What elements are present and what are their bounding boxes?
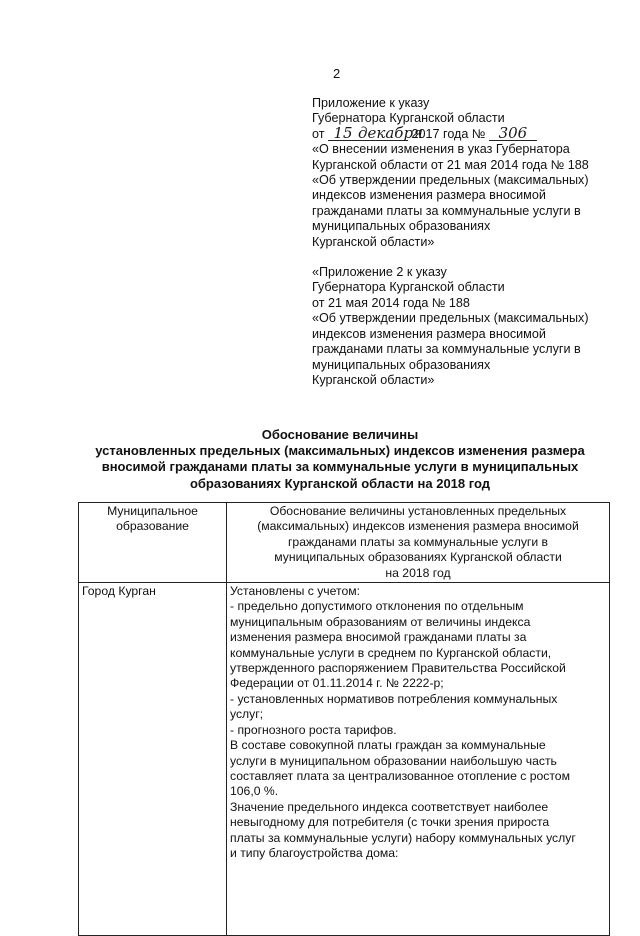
- header-text: гражданами платы за коммунальные услуги в: [287, 534, 549, 549]
- page-number: 2: [333, 66, 341, 81]
- municipality-name: Город Курган: [82, 584, 156, 599]
- justification-line: и типу благоустройства дома:: [230, 845, 399, 860]
- appendix-line: индексов изменения размера вносимой: [312, 188, 546, 203]
- appendix-line: Курганской области от 21 мая 2014 года № 188: [312, 157, 589, 172]
- header-text: муниципальных образованиях Курганской области: [274, 550, 562, 565]
- header-text: Обоснование величины установленных предельных: [269, 504, 567, 518]
- appendix2-line: «Приложение 2 к указу: [312, 265, 447, 280]
- handwritten-decree-number: 306: [489, 127, 537, 141]
- header-text: Муниципальное: [107, 504, 198, 518]
- justification-line: изменения размера вносимой гражданами платы за: [230, 630, 527, 645]
- handwritten-date-day: 15: [328, 127, 358, 141]
- header-municipality: [79, 503, 227, 583]
- justification-line: услуги в муниципальном образовании наибольшую часть: [230, 753, 557, 768]
- justification-line: составляет плата за централизованное отопление с ростом: [230, 768, 570, 783]
- justification-line: Значение предельного индекса соответствует наиболее: [230, 799, 549, 814]
- title-line: вносимой гражданами платы за коммунальные услуги в муниципальных: [101, 459, 579, 475]
- justification-table: [78, 502, 610, 936]
- appendix2-line: индексов изменения размера вносимой: [312, 326, 546, 341]
- appendix2-line: Курганской области»: [312, 372, 435, 387]
- header-text: на 2018 год: [385, 565, 451, 580]
- justification-line: муниципальным образованиям от величины индекса: [230, 614, 531, 629]
- header-justification: [227, 503, 610, 583]
- justification-line: В составе совокупной платы граждан за коммунальные: [230, 738, 546, 753]
- date-year: 2017 года №: [411, 126, 486, 141]
- appendix-line: гражданами платы за коммунальные услуги в: [312, 203, 581, 218]
- header-text: (максимальных) индексов изменения размера вносимой: [257, 519, 579, 534]
- appendix2-line: от 21 мая 2014 года № 188: [312, 295, 470, 310]
- table-header-row: [79, 503, 610, 583]
- document-title: [50, 427, 630, 492]
- justification-line: - предельно допустимого отклонения по отдельным: [230, 599, 524, 614]
- appendix2-line: «Об утверждении предельных (максимальных): [312, 311, 589, 326]
- justification-cell: [227, 583, 610, 936]
- justification-line: услуг;: [230, 707, 264, 722]
- appendix-line: Приложение к указу: [312, 96, 430, 110]
- justification-line: коммунальные услуги в среднем по Курганской области,: [230, 645, 552, 660]
- appendix-line: Губернатора Курганской области: [312, 111, 505, 126]
- title-line: Обоснование величины: [261, 427, 419, 442]
- appendix-header: [312, 96, 632, 388]
- appendix2-line: гражданами платы за коммунальные услуги в: [312, 342, 581, 357]
- appendix-line: Курганской области»: [312, 234, 435, 249]
- justification-line: невыгодному для потребителя (с точки зрения прироста: [230, 815, 550, 830]
- justification-line: утвержденного распоряжением Правительства Российской: [230, 661, 566, 676]
- title-line: образованиях Курганской области на 2018 год: [189, 475, 491, 491]
- decree-date-line: [312, 123, 632, 142]
- appendix-line: муниципальных образованиях: [312, 219, 491, 234]
- appendix2-line: муниципальных образованиях: [312, 357, 491, 372]
- municipality-cell: [79, 583, 227, 936]
- handwritten-date-month: декабря: [358, 123, 423, 142]
- justification-line: 106,0 %.: [230, 784, 279, 799]
- appendix-line: «О внесении изменения в указ Губернатора: [312, 142, 570, 157]
- header-text: образование: [116, 519, 189, 534]
- appendix2-line: Губернатора Курганской области: [312, 280, 505, 295]
- justification-line: - прогнозного роста тарифов.: [230, 722, 397, 737]
- justification-text: [230, 584, 606, 934]
- date-prefix: от: [312, 126, 325, 141]
- justification-line: Федерации от 01.11.2014 г. № 2222-р;: [230, 676, 444, 691]
- table-row: [79, 583, 610, 936]
- justification-line: - установленных нормативов потребления коммунальных: [230, 691, 558, 706]
- title-line: установленных предельных (максимальных) индексов изменения размера: [95, 443, 585, 459]
- justification-line: Установлены с учетом:: [230, 584, 360, 599]
- appendix-line: «Об утверждении предельных (максимальных): [312, 173, 589, 188]
- justification-line: платы за коммунальные услуги) набору коммунальных услуг: [230, 830, 576, 845]
